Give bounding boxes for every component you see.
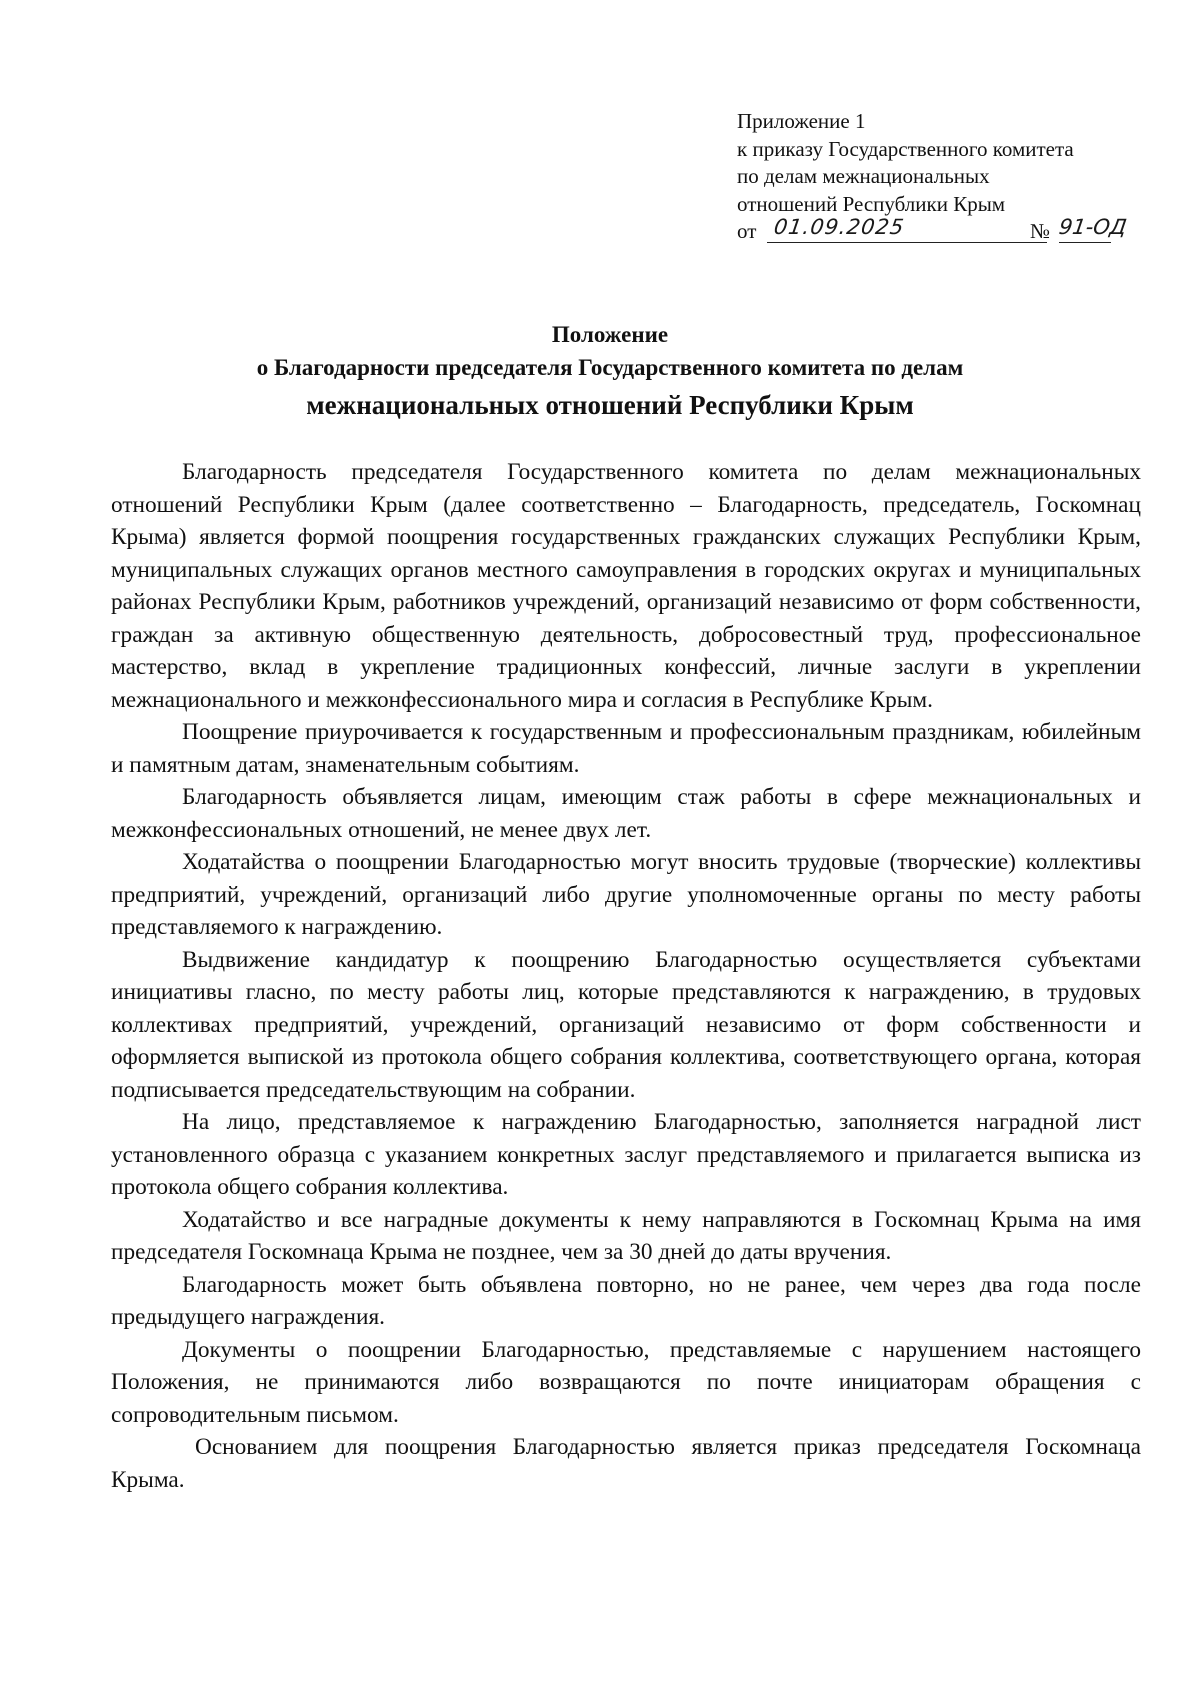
appendix-header [737, 108, 1137, 246]
appendix-line-4: отношений Республики Крым [737, 191, 1006, 216]
paragraph: Основанием для поощрения Благодарностью является приказ председателя Госкомнаца Крыма. [111, 1434, 1141, 1493]
paragraph: Выдвижение кандидатур к поощрению Благодарностью осуществляется субъектами инициативы гласно, по месту работы лиц, которые представляются к награждению, в трудовых коллективах предприятий, учреждений, организаций независимо от форм собственности и оформляется выпиской из протокола общего собрания коллектива, соответствующего органа, которая подписывается председательствующим на собрании. [111, 946, 1141, 1103]
order-number-handwritten: 91-ОД [1057, 215, 1129, 239]
order-date-field [767, 215, 1047, 243]
number-prefix: № [1030, 219, 1051, 243]
appendix-line-3: по делам межнациональных [737, 164, 990, 188]
date-prefix: от [737, 219, 757, 243]
document-title [110, 318, 1110, 425]
paragraph: Поощрение приурочивается к государственным и профессиональным праздникам, юбилейным и памятным датам, знаменательным событиям. [111, 719, 1141, 778]
appendix-line-1: Приложение 1 [737, 109, 866, 133]
paragraph: Документы о поощрении Благодарностью, представляемые с нарушением настоящего Положения, не принимаются либо возвращаются по почте инициаторам обращения с сопроводительным письмом. [111, 1336, 1141, 1428]
order-date-number-line [737, 215, 1137, 246]
order-number-field [1057, 215, 1129, 243]
document-body [111, 456, 1141, 1496]
paragraph: Благодарность председателя Государственного комитета по делам межнациональных отношений Республики Крым (далее соответственно – Благодарность, председатель, Госкомнац Крыма) является формой поощрения государственных гражданских служащих Республики Крым, муниципальных служащих органов местного самоуправления в городских округах и муниципальных районах Республики Крым, работников учреждений, организаций независимо от форм собственности, граждан за активную общественную деятельность, добросовестный труд, профессиональное мастерство, вклад в укрепление традиционных конфессий, личные заслуги в укреплении межнационального и межконфессионального мира и согласия в Республике Крым. [111, 459, 1141, 713]
appendix-line-2: к приказу Государственного комитета [737, 136, 1074, 161]
order-date-handwritten: 01.09.2025 [772, 215, 907, 239]
title-line-3: межнациональных отношений Республики Крым [306, 390, 914, 420]
paragraph: Ходатайство и все наградные документы к нему направляются в Госкомнац Крыма на имя председателя Госкомнаца Крыма не позднее, чем за 30 дней до даты вручения. [111, 1206, 1141, 1265]
paragraph: Ходатайства о поощрении Благодарностью могут вносить трудовые (творческие) коллективы предприятий, учреждений, организаций либо другие уполномоченные органы по месту работы представляемого к награждению. [111, 849, 1141, 940]
paragraph: Благодарность может быть объявлена повторно, но не ранее, чем через два года после предыдущего награждения. [111, 1271, 1141, 1330]
title-line-1: Положение [551, 322, 669, 347]
paragraph: Благодарность объявляется лицам, имеющим стаж работы в сфере межнациональных и межконфессиональных отношений, не менее двух лет. [111, 784, 1141, 843]
paragraph: На лицо, представляемое к награждению Благодарностью, заполняется наградной лист установленного образца с указанием конкретных заслуг представляемого и прилагается выписка из протокола общего собрания коллектива. [111, 1109, 1141, 1200]
title-line-2: о Благодарности председателя Государственного комитета по делам [256, 355, 964, 380]
